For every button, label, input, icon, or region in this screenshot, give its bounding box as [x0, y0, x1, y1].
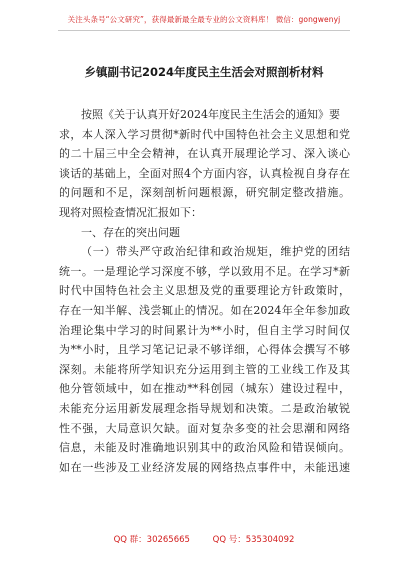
header-note: 关注头条号“公文研究”，获得最新最全最专业的公文资料库！ 微信：gongwenyj [67, 15, 341, 24]
body-line: 的问题和不足，深刻剖析问题根源，研究制定整改措施。 [59, 186, 350, 200]
body-line: 信息，未能及时准确地识别其中的政治风险和错误倾向。 [59, 441, 350, 455]
document-body [59, 105, 350, 477]
body-line: 为**小时，且学习笔记记录不够详细，心得体会撰写不够 [59, 343, 350, 357]
body-line: 如在一些涉及工业经济发展的网络热点事件中，未能迅速 [59, 460, 350, 474]
footer-qq-number: QQ 号：535304092 [212, 535, 295, 545]
body-line: 未能充分运用新发展理念指导规划和决策。二是政治敏锐 [59, 401, 350, 415]
body-line: 存在一知半解、浅尝辄止的情况。如在2024年全年参加政 [59, 303, 350, 317]
body-line: （一）带头严守政治纪律和政治规矩，维护党的团结 [81, 245, 350, 259]
header-divider [58, 30, 350, 31]
body-line: 性不强，大局意识欠缺。面对复杂多变的社会思潮和网络 [59, 421, 350, 435]
body-line: 他分管领域中，如在推动**科创园（城东）建设过程中， [59, 382, 350, 396]
document-title: 乡镇副书记2024年度民主生活会对照剖析材料 [84, 65, 324, 79]
body-line: 治理论集中学习的时间累计为**小时，但自主学习时间仅 [59, 323, 350, 337]
body-line: 求，本人深入学习贯彻*新时代中国特色社会主义思想和党 [59, 127, 350, 141]
body-line: 统一。一是理论学习深度不够，学以致用不足。在学习*新 [59, 264, 350, 278]
body-line: 谈话的基础上，全面对照4个方面内容，认真检视自身存在 [59, 166, 350, 180]
section-heading: 一、存在的突出问题 [81, 225, 180, 239]
body-line: 现将对照检查情况汇报如下： [59, 205, 202, 219]
footer-contact [0, 533, 408, 545]
body-line: 按照《关于认真开好2024年度民主生活会的通知》要 [81, 108, 340, 121]
body-line: 深刻。未能将所学知识充分运用到主管的工业线工作及其 [59, 362, 350, 376]
body-line: 时代中国特色社会主义思想及党的重要理论方针政策时， [59, 284, 350, 298]
footer-qq-group: QQ 群：30265665 [113, 535, 190, 545]
body-line: 的二十届三中全会精神，在认真开展理论学习、深入谈心 [59, 147, 350, 161]
